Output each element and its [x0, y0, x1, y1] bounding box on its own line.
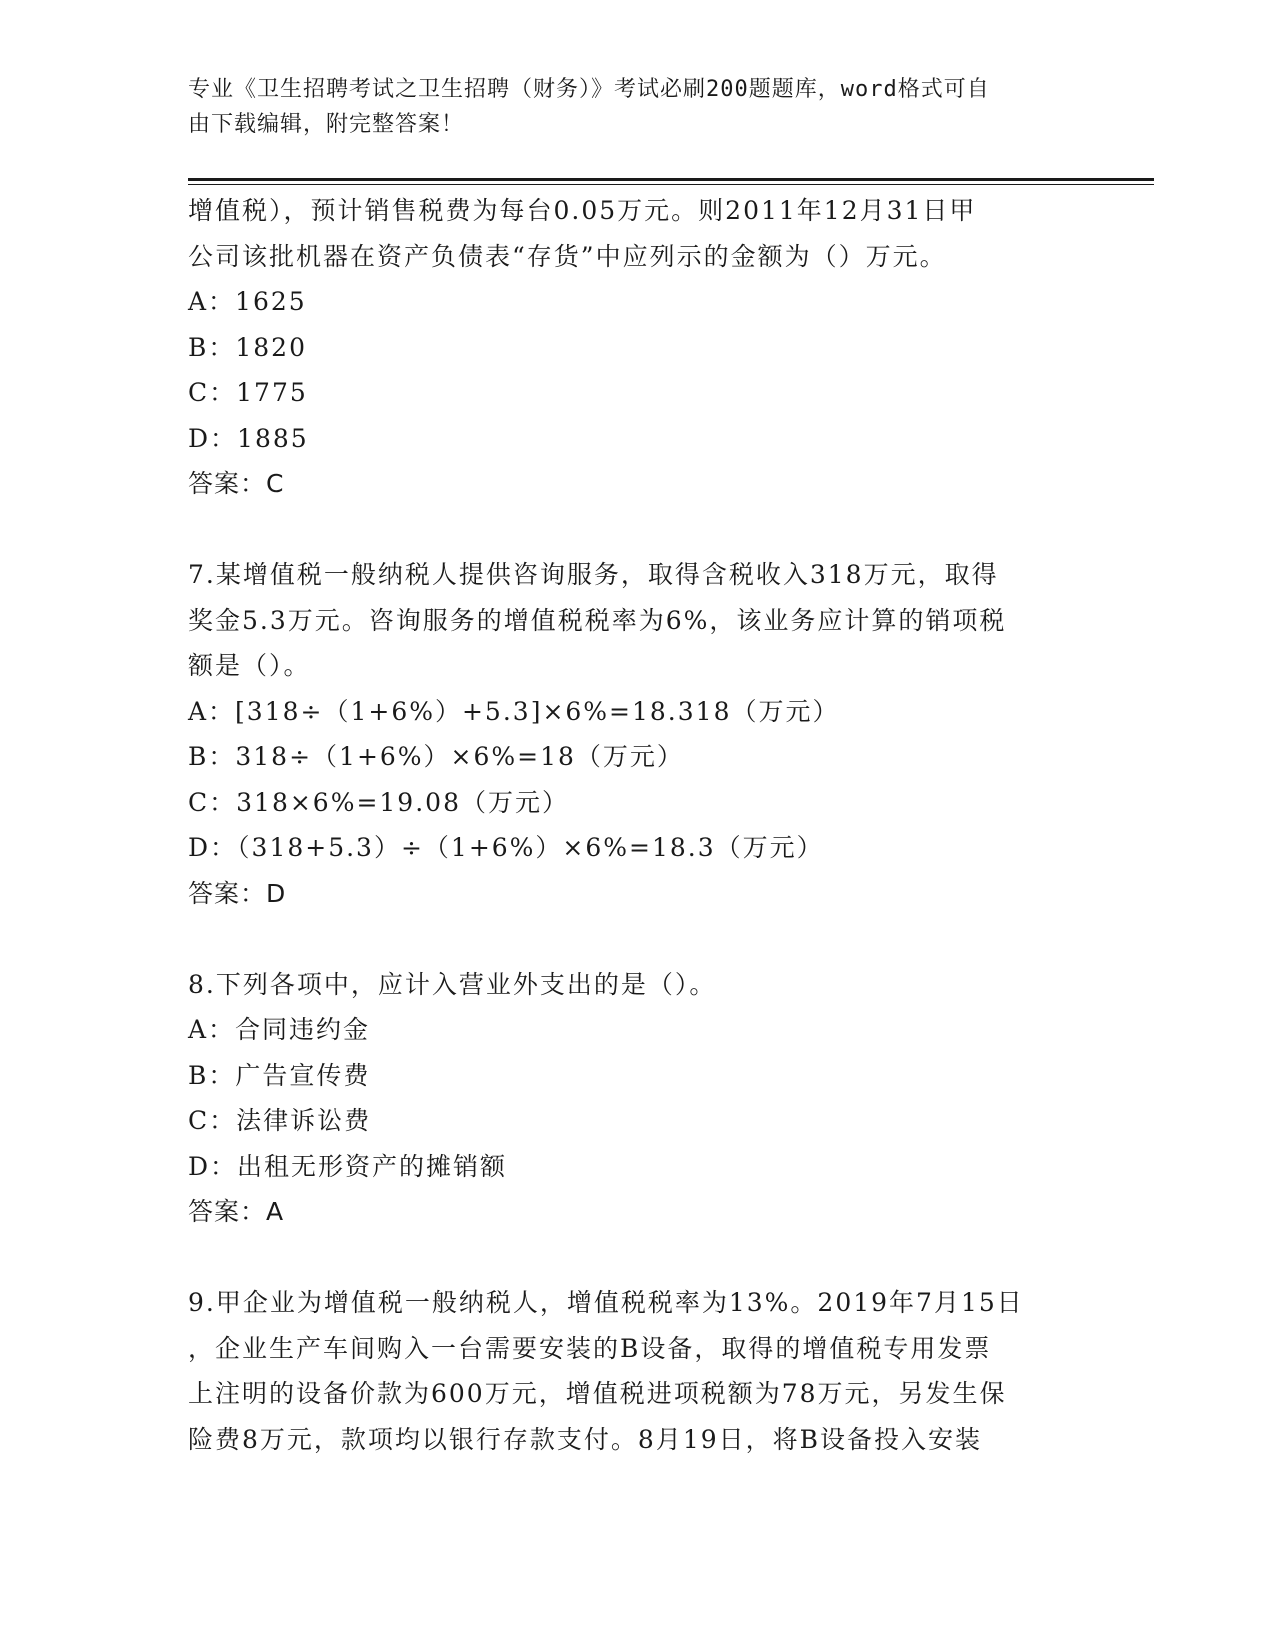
question-text-line: 增值税），预计销售税费为每台0.05万元。则2011年12月31日甲 [188, 196, 977, 225]
header-divider-thin [188, 184, 1154, 185]
answer: 答案：A [188, 1197, 285, 1226]
document-body [188, 188, 1068, 1462]
option-c: C：法律诉讼费 [188, 1106, 372, 1135]
answer: 答案：C [188, 469, 285, 498]
spacer [188, 916, 1068, 962]
question-text-line: 上注明的设备价款为600万元，增值税进项税额为78万元，另发生保 [188, 1379, 1007, 1408]
option-d: D：（318+5.3）÷（1+6%）×6%=18.3（万元） [188, 833, 824, 862]
question-6 [188, 188, 1068, 507]
option-d: D：出租无形资产的摊销额 [188, 1151, 508, 1181]
question-text-line: 额是（）。 [188, 651, 311, 680]
option-d: D：1885 [188, 423, 309, 453]
question-text-line: 奖金5.3万元。咨询服务的增值税税率为6%，该业务应计算的销项税 [188, 605, 1007, 635]
question-7 [188, 552, 1068, 916]
header-divider [188, 178, 1154, 181]
header-line-2: 由下载编辑，附完整答案！ [188, 112, 465, 137]
question-text-line: ，企业生产车间购入一台需要安装的B设备，取得的增值税专用发票 [188, 1333, 992, 1363]
question-9 [188, 1280, 1068, 1462]
question-text-line: 险费8万元，款项均以银行存款支付。8月19日，将B设备投入安装 [188, 1424, 982, 1454]
option-b: B：广告宣传费 [188, 1060, 371, 1090]
option-b: B：318÷（1+6%）×6%=18（万元） [188, 742, 684, 771]
question-text-line: 7.某增值税一般纳税人提供咨询服务，取得含税收入318万元，取得 [188, 560, 999, 589]
option-a: A：[318÷（1+6%）+5.3]×6%=18.318（万元） [188, 696, 840, 726]
question-8 [188, 962, 1068, 1235]
option-a: A：合同违约金 [188, 1015, 371, 1044]
option-b: B：1820 [188, 332, 307, 362]
spacer [188, 1235, 1068, 1281]
option-c: C：318×6%=19.08（万元） [188, 787, 569, 817]
option-c: C：1775 [188, 378, 308, 407]
answer: 答案：D [188, 878, 287, 908]
document-header [188, 72, 1068, 142]
spacer [188, 507, 1068, 553]
question-text-line: 公司该批机器在资产负债表“存货”中应列示的金额为（）万元。 [188, 241, 947, 271]
question-text-line: 8.下列各项中，应计入营业外支出的是（）。 [188, 969, 717, 999]
question-text-line: 9.甲企业为增值税一般纳税人，增值税税率为13%。2019年7月15日 [188, 1288, 1024, 1317]
option-a: A：1625 [188, 287, 307, 316]
header-line-1: 专业《卫生招聘考试之卫生招聘（财务）》考试必刷200题题库，word格式可自 [188, 77, 990, 102]
